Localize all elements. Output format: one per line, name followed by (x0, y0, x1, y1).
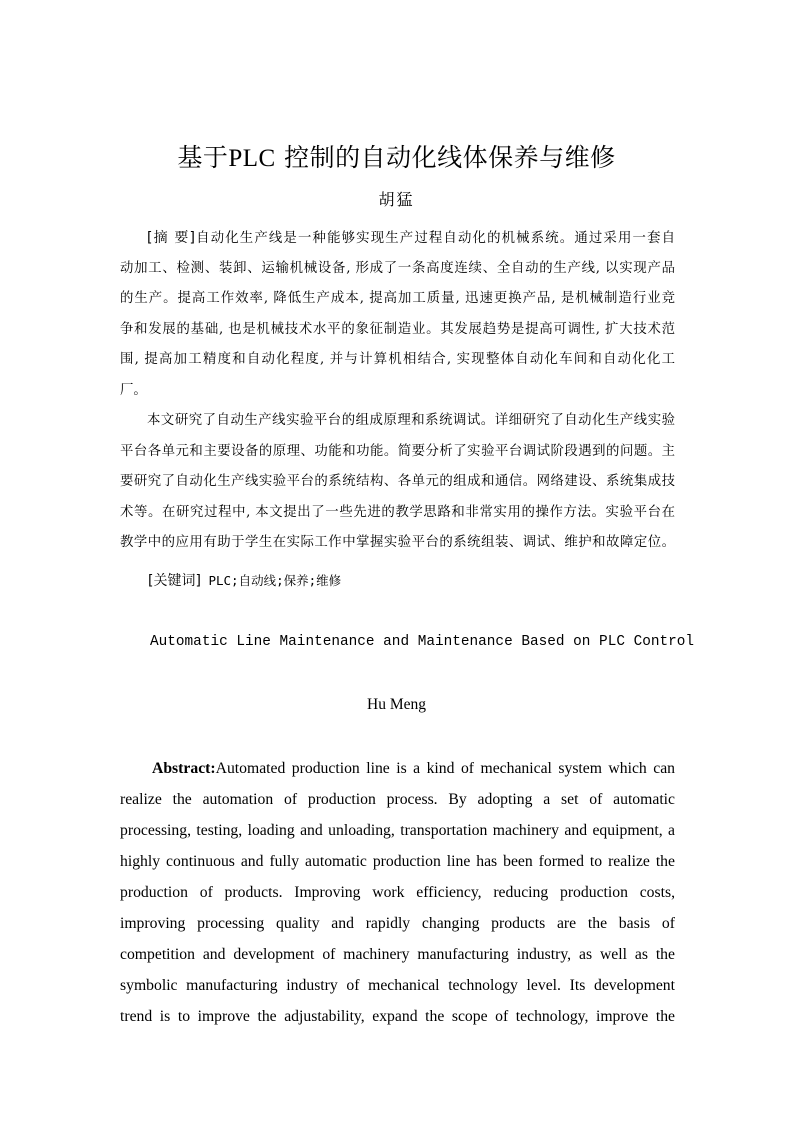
body-cn-line: 平台各单元和主要设备的原理、功能和功能。简要分析了实验平台调试阶段遇到的问题。主 (120, 443, 675, 459)
abstract-cn-line (120, 223, 675, 254)
abstract-en-line: highly continuous and fully automatic production line has been formed to realize the (120, 853, 675, 870)
page-title (0, 140, 793, 177)
abstract-en-line: improving processing quality and rapidly changing products are the basis of (120, 915, 675, 932)
author-cn: 胡猛 (378, 190, 415, 209)
abstract-cn-line: 围, 提高加工精度和自动化程度, 并与计算机相结合, 实现整体自动化车间和自动化化工 (120, 352, 675, 367)
keywords-cn (148, 566, 688, 597)
title-latin: PLC (228, 145, 276, 172)
abstract-cn-label: [摘 要] (147, 230, 195, 246)
abstract-en-line: production of products. Improving work efficiency, reducing production costs, (120, 884, 675, 901)
abstract-en-line: processing, testing, loading and unloading, transportation machinery and equipment, a (120, 822, 675, 839)
body-cn-line: 术等。在研究过程中, 本文提出了一些先进的教学思路和非常实用的操作方法。实验平台在 (120, 504, 675, 520)
title-en: Automatic Line Maintenance and Maintenance Based on PLC Control (150, 634, 695, 650)
abstract-en (120, 753, 675, 1032)
abstract-en-line (120, 753, 675, 784)
abstract-en-line: symbolic manufacturing industry of mechanical technology level. Its development (120, 977, 675, 994)
abstract-en-label: Abstract (152, 760, 211, 777)
keywords-label: [关键词] (148, 573, 201, 589)
abstract-en-separator: : (210, 760, 216, 777)
body-cn-line: 要研究了自动化生产线实验平台的系统结构、各单元的组成和通信。网络建设、系统集成技 (120, 474, 675, 489)
abstract-cn-line: 的生产。提高工作效率, 降低生产成本, 提高加工质量, 迅速更换产品, 是机械制造行业竞 (120, 291, 675, 306)
abstract-cn-line: 动加工、检测、装卸、运输机械设备, 形成了一条高度连续、全自动的生产线, 以实现产品 (120, 260, 675, 276)
author-en: Hu Meng (367, 696, 426, 713)
body-cn-line: 本文研究了自动生产线实验平台的组成原理和系统调试。详细研究了自动化生产线实验 (147, 413, 675, 428)
abstract-en-line: competition and development of machinery manufacturing industry, as well as the (120, 946, 675, 963)
abstract-en-line: trend is to improve the adjustability, expand the scope of technology, improve the (120, 1008, 675, 1025)
abstract-cn-line: 厂。 (120, 382, 147, 398)
abstract-en-text: Automated production line is a kind of mechanical system which can (215, 760, 675, 777)
title-prefix: 基于 (177, 143, 229, 172)
body-cn-line: 教学中的应用有助于学生在实际工作中掌握实验平台的系统组装、调试、维护和故障定位。 (120, 535, 675, 550)
abstract-cn-text: 自动化生产线是一种能够实现生产过程自动化的机械系统。通过采用一套自 (195, 231, 675, 246)
abstract-en-line: realize the automation of production process. By adopting a set of automatic (120, 791, 675, 808)
body-cn (120, 406, 675, 559)
keywords-text: PLC;自动线;保养;维修 (200, 573, 342, 588)
title-suffix: 控制的自动化线体保养与维修 (275, 143, 616, 172)
abstract-cn-line: 争和发展的基础, 也是机械技术水平的象征制造业。其发展趋势是提高可调性, 扩大技术范 (120, 321, 675, 337)
abstract-cn (120, 223, 675, 406)
